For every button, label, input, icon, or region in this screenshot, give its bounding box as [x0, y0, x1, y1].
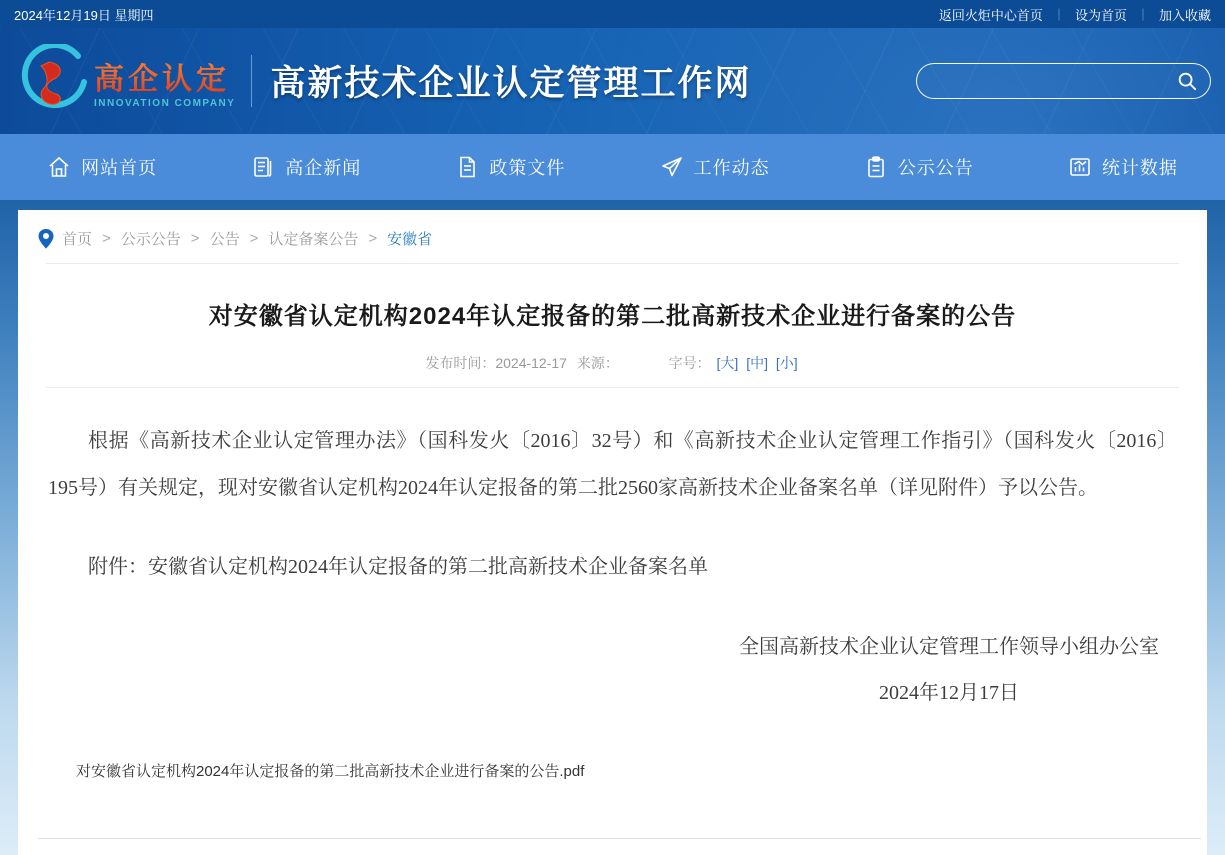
nav-item-announcements[interactable] — [817, 134, 1021, 200]
site-logo[interactable] — [14, 44, 235, 118]
breadcrumb-home[interactable]: 首页 — [62, 231, 93, 248]
paper-plane-icon — [660, 155, 684, 179]
article-body — [18, 418, 1207, 716]
nav-item-label: 工作动态 — [693, 158, 770, 178]
footer-divider — [38, 838, 1201, 839]
topbar — [0, 0, 1225, 28]
nav-item-label: 公示公告 — [897, 158, 974, 178]
breadcrumb-separator: > — [249, 230, 259, 247]
attachment-pdf-link[interactable]: 对安徽省认定机构2024年认定报备的第二批高新技术企业进行备案的公告.pdf — [76, 763, 585, 780]
bar-chart-icon — [1068, 155, 1092, 179]
nav-item-news[interactable] — [204, 134, 408, 200]
font-size-large-button[interactable]: [大] — [716, 355, 739, 371]
search-input[interactable] — [933, 73, 1176, 89]
article-paragraph: 根据《高新技术企业认定管理办法》（国科发火〔2016〕32号）和《高新技术企业认定管理工作指引》（国科发火〔2016〕195号）有关规定，现对安徽省认定机构2024年认定报备的第二批2560家高新技术企业备案名单（详见附件）予以公告。 — [48, 430, 1177, 499]
content-panel — [18, 210, 1207, 855]
link-torch-center-home[interactable]: 返回火炬中心首页 — [938, 7, 1043, 23]
header-divider — [251, 55, 252, 107]
breadcrumb-separator: > — [102, 230, 111, 247]
nav-item-policy[interactable] — [408, 134, 612, 200]
meta-divider — [46, 387, 1179, 388]
nav-item-work-updates[interactable] — [613, 134, 817, 200]
breadcrumb-filing-notice[interactable]: 认定备案公告 — [268, 231, 359, 248]
nav-item-label: 统计数据 — [1101, 158, 1178, 178]
site-title: 高新技术企业认定管理工作网 — [270, 64, 752, 103]
clipboard-icon — [864, 155, 888, 179]
article-meta — [18, 353, 1207, 373]
separator: ｜ — [1052, 7, 1065, 22]
font-size-label: 字号： — [668, 355, 711, 371]
search-box[interactable] — [916, 63, 1211, 99]
publish-date: 2024-12-17 — [495, 355, 567, 371]
link-set-homepage[interactable]: 设为首页 — [1074, 7, 1127, 23]
font-size-small-button[interactable]: [小] — [775, 355, 798, 371]
logo-icon — [14, 44, 92, 118]
publish-time-label: 发布时间： — [425, 355, 496, 371]
breadcrumb-separator: > — [368, 230, 378, 247]
breadcrumb-anhui[interactable]: 安徽省 — [387, 231, 433, 248]
breadcrumb-divider — [46, 263, 1179, 264]
link-add-favorite[interactable]: 加入收藏 — [1158, 7, 1211, 23]
signature-block — [739, 624, 1159, 716]
logo-text — [94, 54, 235, 109]
source-label: 来源： — [576, 355, 619, 371]
article-title: 对安徽省认定机构2024年认定报备的第二批高新技术企业进行备案的公告 — [208, 303, 1017, 330]
main-nav — [0, 134, 1225, 200]
news-icon — [251, 155, 275, 179]
attachment-line: 附件：安徽省认定机构2024年认定报备的第二批高新技术企业备案名单 — [88, 556, 708, 578]
nav-item-label: 高企新闻 — [285, 158, 362, 178]
site-header — [0, 28, 1225, 134]
breadcrumb-notice[interactable]: 公告 — [209, 231, 240, 248]
home-icon — [47, 155, 71, 179]
document-icon — [455, 155, 479, 179]
topbar-links — [939, 5, 1211, 24]
search-icon[interactable] — [1176, 70, 1198, 92]
logo-cn-text: 高企认定 — [94, 54, 235, 98]
nav-item-label: 政策文件 — [489, 158, 566, 178]
signature-office: 全国高新技术企业认定管理工作领导小组办公室 — [739, 636, 1159, 658]
breadcrumb-separator: > — [190, 230, 200, 247]
breadcrumb — [18, 210, 1207, 249]
separator: ｜ — [1136, 7, 1149, 22]
logo-en-text: INNOVATION COMPANY — [94, 97, 236, 109]
font-size-medium-button[interactable]: [中] — [746, 355, 768, 371]
nav-item-home[interactable] — [0, 134, 204, 200]
signature-date: 2024年12月17日 — [879, 682, 1019, 704]
location-pin-icon — [38, 229, 54, 249]
current-date: 2024年12月19日 星期四 — [14, 7, 154, 23]
breadcrumb-announcements[interactable]: 公示公告 — [120, 231, 181, 248]
nav-item-statistics[interactable] — [1021, 134, 1225, 200]
nav-item-label: 网站首页 — [81, 158, 158, 178]
